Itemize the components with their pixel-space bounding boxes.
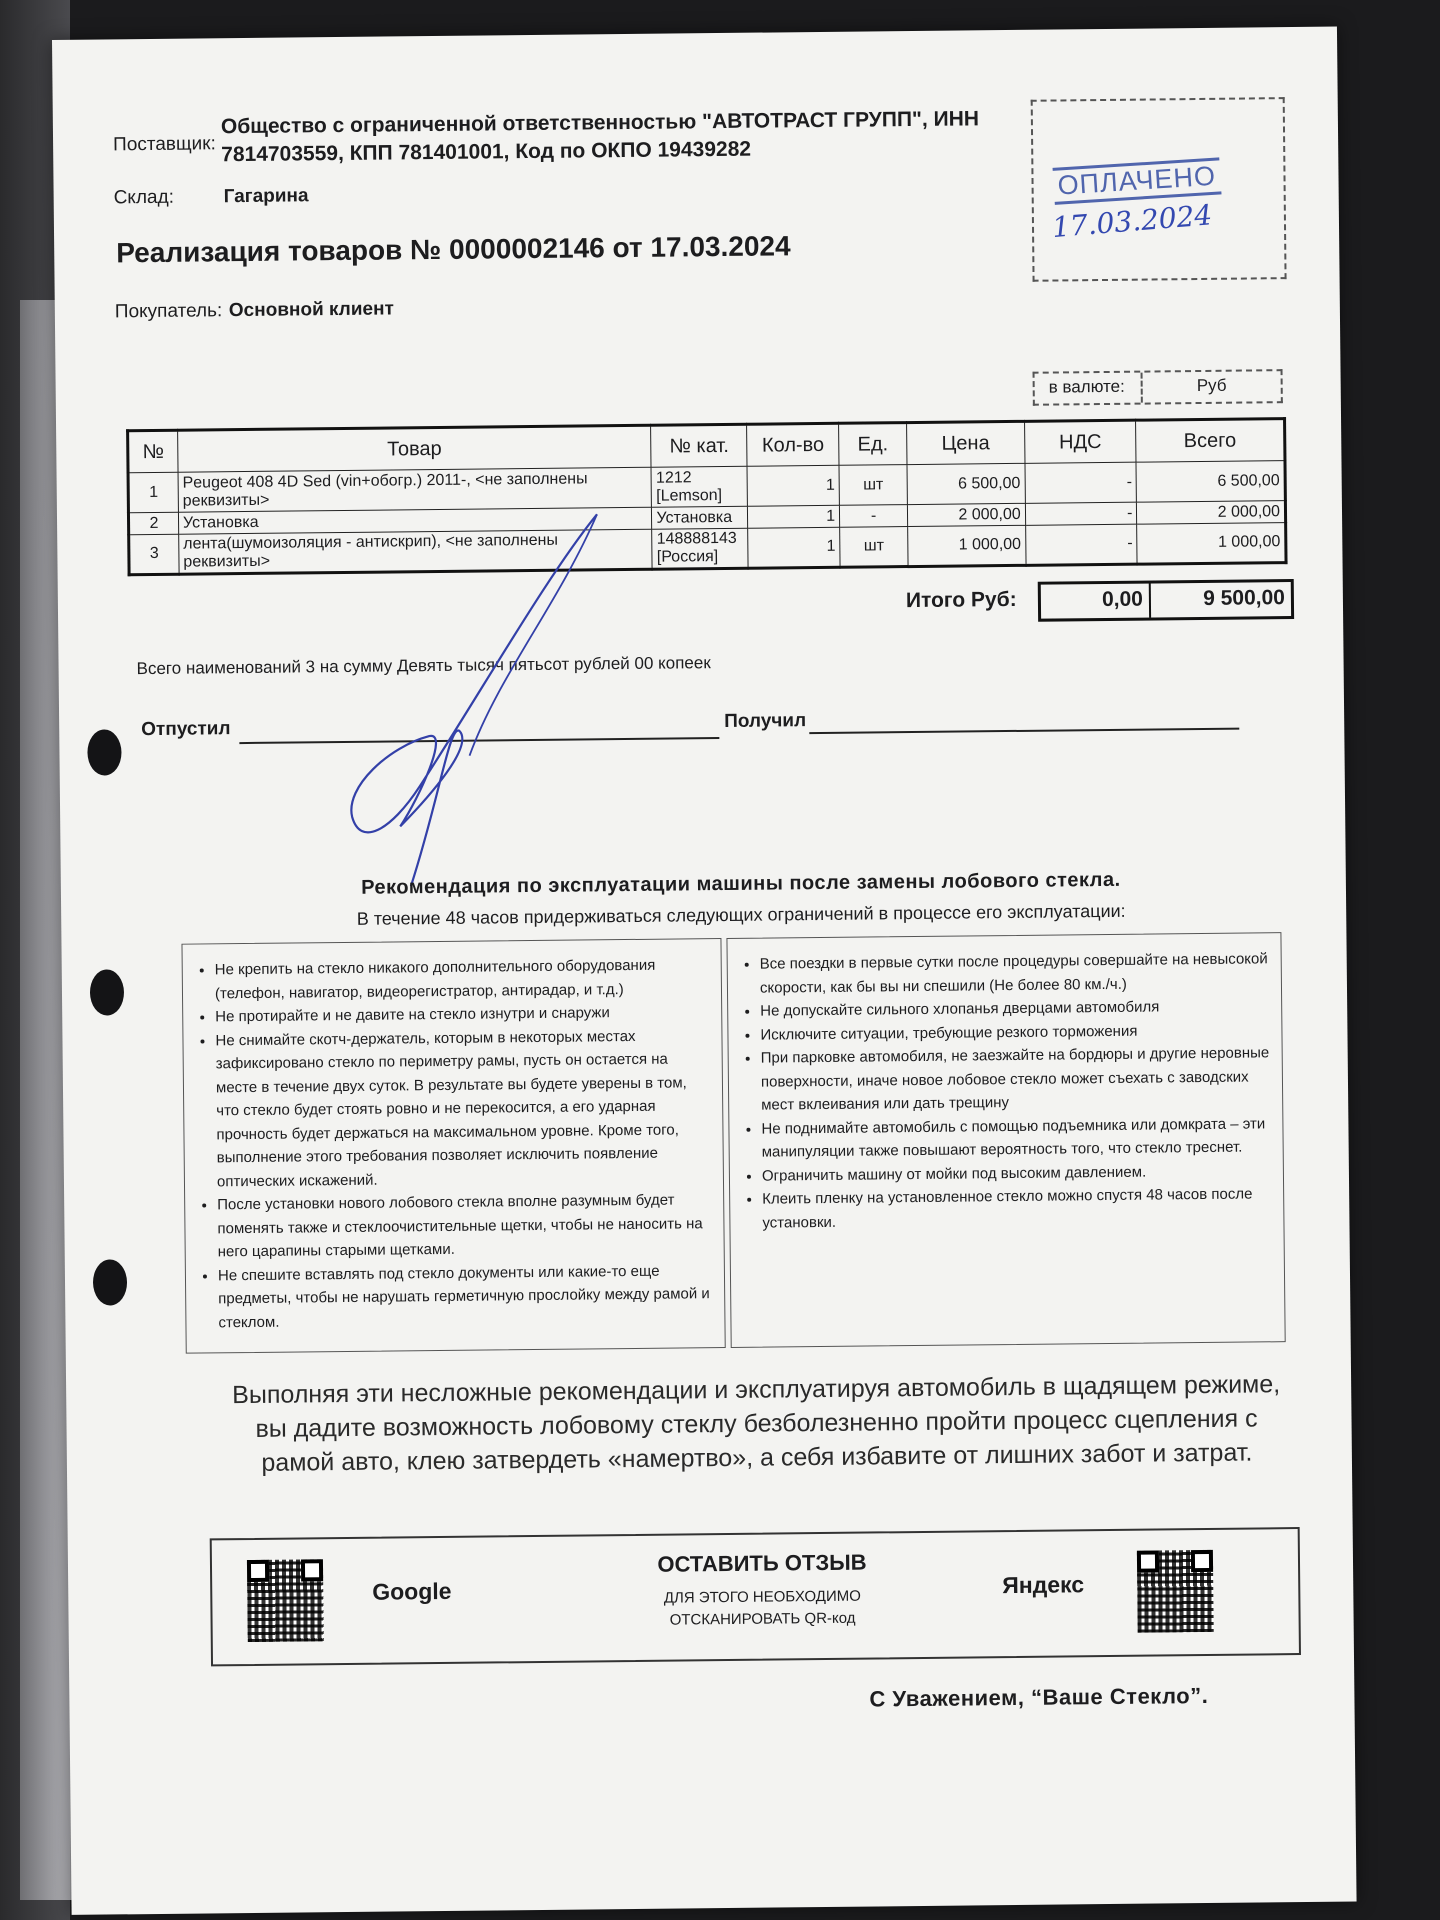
- supplier-label: Поставщик:: [112, 133, 216, 156]
- review-note-line2: ОТСКАНИРОВАТЬ QR-код: [669, 1609, 856, 1629]
- list-item: • Все поездки в первые сутки после процедуры совершайте на невысокой скорости, как бы вы ни спешили (Не более 80 км./ч.): [760, 947, 1269, 999]
- cell-vat: -: [1025, 462, 1137, 503]
- punch-hole: [93, 1259, 127, 1305]
- cell-unit: шт: [839, 465, 907, 506]
- list-item: • Не поднимайте автомобиль с помощью подъемника или домкрата – эти манипуляции также повышают вероятность того, что стекло треснет.: [761, 1112, 1270, 1164]
- col-header: Ед.: [839, 423, 907, 466]
- list-item: • Исключите ситуации, требующие резкого торможения: [760, 1018, 1269, 1047]
- cell-total: 1 000,00: [1137, 523, 1286, 565]
- review-note-line1: ДЛЯ ЭТОГО НЕОБХОДИМО: [663, 1587, 861, 1607]
- recommendation-left-box: [181, 938, 725, 1354]
- received-signature-line: [809, 726, 1239, 735]
- punch-hole: [90, 969, 124, 1015]
- handwritten-signature: [297, 494, 621, 887]
- cell-catalog: 1212 [Lemson]: [651, 466, 747, 507]
- cell-qty: 1: [748, 505, 840, 528]
- currency-value: Руб: [1196, 375, 1227, 396]
- buyer-value: Основной клиент: [228, 298, 394, 322]
- list-item: • Не протирайте и не давите на стекло изнутри и снаружи: [215, 1000, 709, 1029]
- paid-stamp-text: ОПЛАЧЕНО: [1053, 157, 1222, 204]
- yandex-qr-code[interactable]: [1137, 1550, 1214, 1633]
- list-item: • При парковке автомобиля, не заезжайте на бордюры и другие неровные поверхности, иначе новое лобовое стекло может съехать с заводских мест вклеивания или дать трещину: [761, 1041, 1271, 1117]
- cell-qty: 1: [747, 465, 839, 506]
- recommendation-subtitle: В течение 48 часов придерживаться следующих ограничений в процессе его эксплуатации:: [356, 900, 1126, 929]
- warehouse-value: Гагарина: [223, 185, 309, 208]
- cell-number: 2: [128, 512, 178, 535]
- review-box: [210, 1527, 1301, 1666]
- received-label: Получил: [724, 710, 807, 732]
- total-sum: 9 500,00: [1203, 586, 1286, 610]
- yandex-label: Яндекс: [1002, 1571, 1085, 1599]
- warehouse-label: Склад:: [113, 186, 175, 209]
- col-header: НДС: [1024, 420, 1136, 463]
- list-item: • Не снимайте скотч-держатель, которым в некоторых местах зафиксировано стекло по периметру рамы, пусть он остается на месте в течение двух суток. В результате вы будете уверены в том, что стекло будет стоять ровно и не перекосится, а его ударная прочность будет держаться на максимальном уровне. Кроме того, выполнение этого требования позволяет исключить появление оптических искажений.: [215, 1024, 711, 1194]
- released-label: Отпустил: [141, 718, 231, 741]
- total-vat: 0,00: [1041, 584, 1151, 619]
- list-item: • Не спешите вставлять под стекло документы или какие-то еще предметы, чтобы не нарушать герметичную прослойку между рамой и стеклом.: [218, 1259, 713, 1335]
- recommendation-title: Рекомендация по эксплуатации машины после замены лобового стекла.: [361, 868, 1121, 899]
- list-item: • После установки нового лобового стекла вполне разумным будет поменять также и стеклоочистительные щетки, чтобы не наносить на него царапины старыми щетками.: [217, 1188, 712, 1264]
- list-item: • Не допускайте сильного хлопанья дверцами автомобиля: [760, 994, 1269, 1023]
- summary-text: Всего наименований 3 на сумму Девять тысяч пятьсот рублей 00 копеек: [136, 653, 711, 679]
- cell-price: 2 000,00: [907, 503, 1025, 526]
- cell-catalog: 148888143 [Россия]: [652, 528, 748, 569]
- cell-price: 1 000,00: [908, 525, 1026, 566]
- list-item: • Ограничить машину от мойки под высоким давлением.: [762, 1159, 1271, 1188]
- cell-item: Установка: [178, 507, 652, 534]
- cell-catalog: Установка: [652, 506, 748, 529]
- total-label: Итого Руб:: [905, 587, 1017, 613]
- cell-price: 6 500,00: [907, 463, 1025, 504]
- google-qr-code[interactable]: [247, 1559, 324, 1642]
- supplier-details: Общество с ограниченной ответственностью "АВТОТРАСТ ГРУПП", ИНН 7814703559, КПП 781401001, Код по ОКПО 19439282: [220, 107, 980, 167]
- document-title: Реализация товаров № 0000002146 от 17.03.2024: [116, 230, 791, 269]
- cell-number: 3: [129, 534, 179, 575]
- cell-item: лента(шумоизоляция - антискрип), <не заполнены реквизиты>: [179, 529, 653, 574]
- cell-number: 1: [128, 472, 178, 513]
- buyer-label: Покупатель:: [114, 300, 223, 323]
- col-header: Всего: [1136, 419, 1285, 463]
- col-header: Кол-во: [747, 423, 839, 466]
- paid-stamp-date: 17.03.2024: [1050, 198, 1214, 245]
- recommendation-right-box: [726, 932, 1285, 1348]
- cell-vat: -: [1025, 502, 1137, 525]
- col-header: № кат.: [651, 424, 747, 467]
- cell-unit: шт: [840, 527, 908, 568]
- currency-label: в валюте:: [1035, 373, 1143, 404]
- review-title: ОСТАВИТЬ ОТЗЫВ: [657, 1549, 867, 1577]
- cell-total: 6 500,00: [1136, 461, 1285, 503]
- invoice-sheet: [52, 27, 1357, 1915]
- advice-text: Выполняя эти несложные рекомендации и эксплуатируя автомобиль в щадящем режиме, вы дадите возможность лобовому стеклу безболезненно пройти процесс сцепления с рамой авто, клею затвердеть «намертво», а себя избавите от лишних забот и затрат.: [232, 1370, 1281, 1477]
- list-item: • Не крепить на стекло никакого дополнительного оборудования (телефон, навигатор, видеорегистратор, антирадар, и т.д.): [215, 953, 709, 1005]
- closing-text: С Уважением, “Ваше Стекло”.: [869, 1682, 1209, 1712]
- punch-hole: [87, 729, 121, 775]
- col-header: Цена: [907, 421, 1025, 464]
- list-item: • Клеить пленку на установленное стекло можно спустя 48 часов после установки.: [762, 1182, 1271, 1234]
- google-label: Google: [372, 1577, 452, 1605]
- cell-vat: -: [1025, 524, 1137, 565]
- col-header: №: [128, 430, 178, 473]
- total-box: [1038, 579, 1294, 622]
- cell-qty: 1: [748, 527, 840, 568]
- paid-stamp: [1031, 97, 1287, 282]
- cell-total: 2 000,00: [1137, 501, 1286, 525]
- currency-box: [1033, 369, 1283, 406]
- cell-item: Peugeot 408 4D Sed (vin+обогр.) 2011-, <не заполнены реквизиты>: [178, 467, 652, 512]
- col-header: Товар: [177, 425, 651, 472]
- cell-unit: -: [840, 505, 908, 528]
